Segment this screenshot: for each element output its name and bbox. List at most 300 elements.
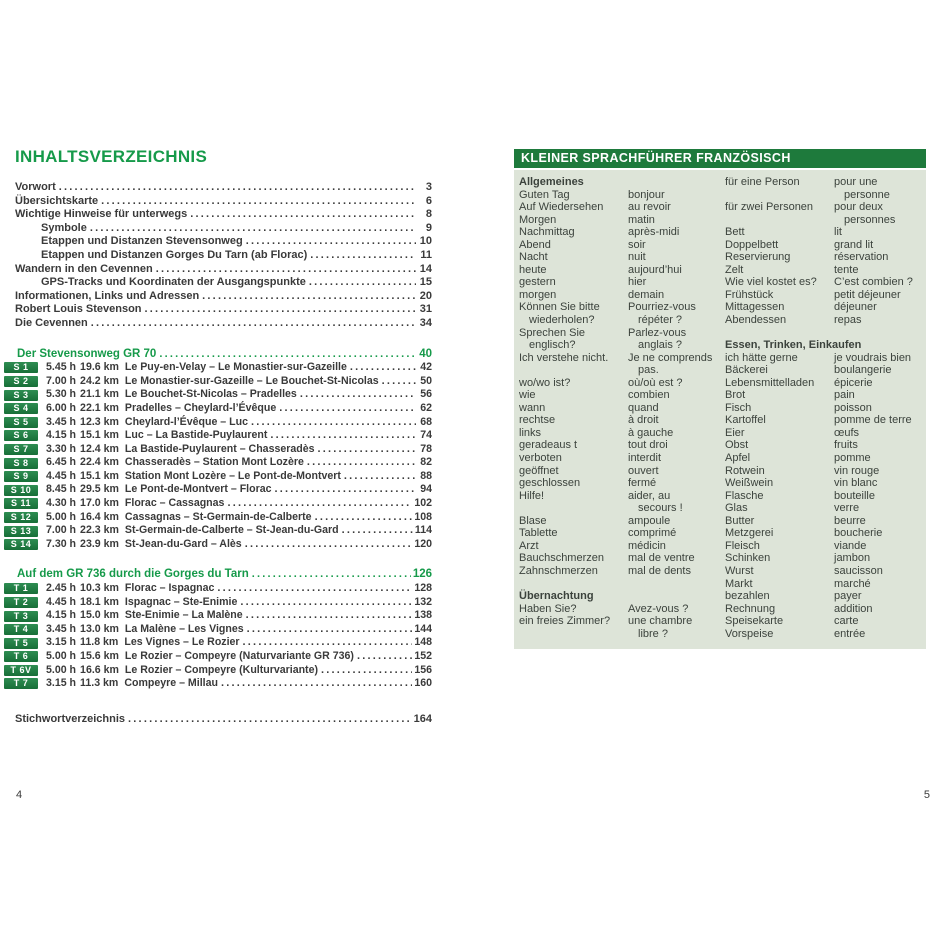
stage-badge: T 6 (4, 651, 38, 662)
vocab-row (725, 389, 920, 402)
vocab-german: wo/wo ist? (519, 376, 571, 389)
vocab-german: verboten (519, 452, 562, 465)
stage-time: 6.00 h (46, 401, 77, 414)
vocab-french: hier (628, 276, 647, 289)
vocab-german: Zahnschmerzen (519, 564, 598, 577)
stage-page: 138 (414, 609, 432, 622)
toc-entry-label: Robert Louis Stevenson (15, 303, 142, 316)
stage-distance: 11.3 km (80, 677, 119, 690)
toc-entry-page: 20 (419, 289, 432, 302)
leader-dots (300, 388, 416, 402)
stage-time: 4.15 h (46, 429, 77, 442)
vocab-row (725, 352, 920, 365)
stage-badge: T 2 (4, 597, 38, 608)
vocab-row (725, 615, 920, 628)
leader-dots (310, 249, 416, 263)
vocab-german: Lebensmittelladen (725, 376, 815, 389)
vocab-row (725, 427, 920, 440)
vocab-row (519, 527, 725, 540)
stage-page: 120 (414, 537, 432, 550)
vocab-german: wie (519, 389, 536, 402)
leader-dots (315, 511, 413, 525)
vocab-french: poisson (834, 401, 872, 414)
vocab-row (725, 276, 920, 289)
stage-badge: S 5 (4, 417, 38, 428)
vocab-row (519, 502, 725, 515)
stage-route: Station Mont Lozère – Le Pont-de-Montvert (124, 469, 341, 482)
vocab-french: aujourd’hui (628, 263, 682, 276)
stage-distance: 16.4 km (80, 510, 119, 523)
stage-route: Florac – Ispagnac (124, 582, 215, 595)
stage-page: 42 (420, 361, 432, 374)
leader-dots (274, 483, 416, 497)
stage-distance: 12.4 km (80, 442, 119, 455)
leader-dots (318, 443, 416, 457)
vocab-german: Hilfe! (519, 489, 545, 502)
leader-dots (307, 456, 416, 470)
vocab-german (519, 502, 628, 515)
stage-distance: 15.1 km (80, 469, 119, 482)
stage-row (4, 470, 432, 484)
stage-time: 8.45 h (46, 483, 77, 496)
vocab-french: tout droi (628, 439, 668, 452)
vocab-german: Haben Sie? (519, 602, 577, 615)
leader-dots (309, 276, 416, 290)
vocab-german: Bett (725, 226, 745, 239)
vocab-row (725, 189, 920, 202)
vocab-german: Speisekarte (725, 615, 784, 628)
vocab-german: Arzt (519, 539, 539, 552)
vocab-row (725, 314, 920, 327)
vocab-french: comprimé (628, 527, 677, 540)
vocab-german (725, 327, 834, 340)
vocab-german: Doppelbett (725, 238, 779, 251)
stage-route: Le Pont-de-Montvert – Florac (124, 483, 272, 496)
vocab-french: carte (834, 615, 859, 628)
vocab-german: Apfel (725, 452, 751, 465)
vocab-row (519, 427, 725, 440)
vocab-german: Auf Wiedersehen (519, 201, 604, 214)
toc-entry (4, 276, 432, 290)
stage-page: 82 (420, 456, 432, 469)
vocab-german: Rechnung (725, 602, 776, 615)
stage-time: 3.15 h (46, 636, 77, 649)
vocab-french: secours ! (638, 502, 683, 515)
stage-badge: S 9 (4, 471, 38, 482)
stage-route: Cassagnas – St-Germain-de-Calberte (124, 510, 312, 523)
vocab-german: rechtse (519, 414, 556, 427)
vocab-row (519, 352, 725, 365)
toc-entry-label: GPS-Tracks und Koordinaten der Ausgangspunkte (41, 276, 306, 289)
leader-dots (190, 208, 416, 222)
stage-page: 148 (414, 636, 432, 649)
stage-time: 5.45 h (46, 361, 77, 374)
vocab-german: Abendessen (725, 314, 787, 327)
vocab-row (725, 515, 920, 528)
leader-dots (246, 609, 413, 623)
vocab-french: Je ne comprends (628, 351, 713, 364)
vocab-german: links (519, 426, 542, 439)
stage-distance: 22.1 km (80, 401, 119, 414)
leader-dots (159, 348, 416, 362)
stage-row (4, 497, 432, 511)
leader-dots (321, 664, 412, 678)
stage-page: 108 (414, 510, 432, 523)
vocab-row (725, 628, 920, 641)
vocab-row (725, 339, 920, 352)
vocab-french: quand (628, 401, 659, 414)
leader-dots (101, 195, 416, 209)
stage-badge: S 12 (4, 512, 38, 523)
stage-row (4, 596, 432, 610)
stage-time: 3.15 h (46, 677, 77, 690)
vocab-german: wann (519, 401, 546, 414)
vocab-row (725, 201, 920, 214)
stage-row (4, 429, 432, 443)
right-page (514, 149, 926, 649)
stage-badge: T 3 (4, 611, 38, 622)
vocab-german: Bauchschmerzen (519, 552, 604, 565)
stage-route: Compeyre – Millau (124, 677, 218, 690)
stage-route: Ispagnac – Ste-Enimie (124, 595, 238, 608)
toc-entry-label: Informationen, Links und Adressen (15, 289, 200, 302)
section-heading-label: Der Stevensonweg GR 70 (17, 347, 157, 360)
vocab-german: Wie viel kostet es? (725, 276, 817, 289)
stage-badge: T 4 (4, 624, 38, 635)
vocab-french: médicin (628, 539, 666, 552)
stage-route: Pradelles – Cheylard-l’Évêque (124, 401, 277, 414)
vocab-row (519, 615, 725, 628)
stage-distance: 22.4 km (80, 456, 119, 469)
vocab-row (519, 289, 725, 302)
vocab-row (519, 364, 725, 377)
stage-page: 132 (414, 595, 432, 608)
stage-route: Le Rozier – Compeyre (Kulturvariante) (124, 663, 319, 676)
vocab-row (519, 239, 725, 252)
vocab-row (519, 628, 725, 641)
index-entry-page: 164 (413, 712, 432, 725)
left-page (4, 147, 432, 726)
vocab-german (519, 364, 628, 377)
stage-page: 156 (414, 663, 432, 676)
vocab-row (725, 214, 920, 227)
vocab-german: Kartoffel (725, 414, 766, 427)
vocab-row (519, 603, 725, 616)
stage-distance: 29.5 km (80, 483, 119, 496)
toc-entry-page: 10 (419, 235, 432, 248)
stage-page: 144 (414, 622, 432, 635)
vocab-french: pas. (638, 364, 659, 377)
vocab-french: ouvert (628, 464, 659, 477)
phrasebook-column-right (725, 176, 920, 640)
vocab-german: wiederholen? (529, 314, 595, 327)
vocab-row (519, 465, 725, 478)
vocab-row (725, 490, 920, 503)
vocab-german: Reservierung (725, 251, 791, 264)
stage-distance: 21.1 km (80, 388, 119, 401)
stage-badge: S 1 (4, 362, 38, 373)
vocab-french: personnes (844, 213, 896, 226)
stage-distance: 15.6 km (80, 650, 119, 662)
stage-time: 3.45 h (46, 622, 77, 635)
section-heading (4, 348, 432, 362)
vocab-german: Obst (725, 439, 749, 452)
stage-page: 56 (420, 388, 432, 401)
vocab-german: Weißwein (725, 477, 774, 490)
toc-entry-label: Symbole (41, 221, 87, 234)
toc-entry-label: Vorwort (15, 181, 56, 193)
vocab-french: viande (834, 539, 867, 552)
stage-route: La Bastide-Puylaurent – Chasseradès (124, 442, 315, 455)
toc-entry-page: 8 (425, 208, 432, 221)
vocab-german: Glas (725, 502, 748, 515)
leader-dots (350, 361, 416, 375)
toc-sections (4, 348, 432, 691)
toc-entry-label: Etappen und Distanzen Stevensonweg (41, 235, 243, 248)
stage-badge: S 11 (4, 498, 38, 509)
vocab-french: pomme de terre (834, 414, 912, 427)
leader-dots (128, 713, 412, 727)
vocab-german: Mittagessen (725, 301, 785, 314)
vocab-french: Pourriez-vous (628, 301, 696, 314)
vocab-french: pour une (834, 176, 878, 188)
vocab-french: grand lit (834, 238, 874, 251)
toc-entry (4, 290, 432, 304)
vocab-french: entrée (834, 627, 866, 640)
vocab-french: interdit (628, 452, 662, 465)
vocab-french: payer (834, 590, 862, 603)
vocab-french: réservation (834, 251, 889, 264)
stage-route: Luc – La Bastide-Puylaurent (124, 429, 268, 442)
vocab-french: tente (834, 263, 859, 276)
stage-row (4, 582, 432, 596)
stage-row (4, 524, 432, 538)
vocab-german: geschlossen (519, 477, 581, 490)
vocab-french: anglais ? (638, 339, 683, 352)
stage-row (4, 483, 432, 497)
vocab-german: Übernachtung (519, 590, 594, 603)
vocab-row (519, 377, 725, 390)
vocab-french: mal de ventre (628, 552, 695, 565)
stage-badge: T 7 (4, 678, 38, 689)
vocab-french (594, 590, 725, 603)
vocab-french (861, 339, 920, 352)
leader-dots (342, 524, 413, 538)
vocab-row (519, 477, 725, 490)
vocab-french: nuit (628, 251, 646, 264)
vocab-french: fermé (628, 477, 657, 490)
vocab-row (725, 176, 920, 189)
vocab-french: vin rouge (834, 464, 880, 477)
vocab-german: Bäckerei (725, 364, 768, 377)
vocab-row (519, 339, 725, 352)
vocab-german: heute (519, 263, 547, 276)
leader-dots (247, 623, 413, 637)
vocab-row (725, 377, 920, 390)
stage-row (4, 650, 432, 664)
stage-time: 5.30 h (46, 388, 77, 401)
vocab-row (725, 414, 920, 427)
stage-badge: S 14 (4, 539, 38, 550)
leader-dots (145, 303, 416, 317)
vocab-german: Können Sie bitte (519, 301, 600, 314)
vocab-row (725, 603, 920, 616)
vocab-german: Sprechen Sie (519, 326, 586, 339)
toc-entry-label: Die Cevennen (15, 316, 88, 329)
vocab-row (519, 540, 725, 553)
vocab-german: Abend (519, 238, 551, 251)
vocab-french: œufs (834, 426, 860, 439)
stage-row (4, 402, 432, 416)
vocab-french: répéter ? (638, 314, 683, 327)
toc-entry-label: Wichtige Hinweise für unterwegs (15, 208, 188, 221)
vocab-german: Morgen (519, 213, 557, 226)
leader-dots (217, 582, 412, 596)
vocab-french: jambon (834, 552, 871, 565)
stage-route: Le Rozier – Compeyre (Naturvariante GR 736) (124, 650, 354, 662)
stage-row (4, 361, 432, 375)
toc-entry-page: 31 (419, 303, 432, 316)
vocab-row (725, 578, 920, 591)
vocab-row (725, 527, 920, 540)
vocab-french: fruits (834, 439, 858, 452)
toc-entry (4, 263, 432, 277)
stage-page: 74 (420, 429, 432, 442)
toc-entry-page: 11 (420, 248, 432, 261)
toc-entry-page: 6 (425, 194, 432, 207)
stage-route: Chasseradès – Station Mont Lozère (124, 456, 304, 469)
toc-entry (4, 195, 432, 209)
leader-dots (240, 596, 412, 610)
phrasebook-header: KLEINER SPRACHFÜHRER FRANZÖSISCH (514, 149, 926, 168)
stage-distance: 15.1 km (80, 429, 119, 442)
vocab-german (725, 189, 834, 202)
toc-entry (4, 317, 432, 331)
vocab-row (725, 540, 920, 553)
vocab-french: addition (834, 602, 873, 615)
vocab-french (628, 578, 725, 591)
vocab-row (519, 189, 725, 202)
vocab-row (519, 402, 725, 415)
vocab-row (519, 490, 725, 503)
stage-page: 152 (414, 650, 432, 662)
vocab-german: Markt (725, 577, 753, 590)
leader-dots (90, 222, 416, 236)
vocab-row (519, 452, 725, 465)
phrasebook-column-left (519, 176, 725, 640)
vocab-row (519, 301, 725, 314)
toc-entry-page: 34 (419, 316, 432, 329)
vocab-row (725, 289, 920, 302)
stage-badge: T 1 (4, 583, 38, 594)
leader-dots (202, 290, 416, 304)
vocab-row (519, 201, 725, 214)
stage-time: 3.30 h (46, 442, 77, 455)
vocab-french: beurre (834, 514, 866, 527)
vocab-french: marché (834, 577, 871, 590)
vocab-row (519, 327, 725, 340)
index-entry (4, 713, 432, 727)
stage-route: Le Monastier-sur-Gazeille – Le Bouchet-St-Nicolas (124, 374, 379, 387)
page-number-right: 5 (923, 789, 930, 801)
vocab-french: épicerie (834, 376, 873, 389)
vocab-row (519, 226, 725, 239)
stage-time: 4.30 h (46, 497, 77, 510)
vocab-french: après-midi (628, 226, 680, 239)
vocab-german: Wurst (725, 564, 754, 577)
vocab-french: lit (834, 226, 842, 239)
leader-dots (156, 263, 416, 277)
stage-distance: 11.8 km (80, 636, 119, 649)
stage-distance: 13.0 km (80, 622, 119, 635)
stage-time: 4.45 h (46, 469, 77, 482)
stage-time: 5.00 h (46, 663, 77, 676)
vocab-french: soir (628, 238, 646, 251)
page-title: INHALTSVERZEICHNIS (15, 147, 208, 166)
stage-row (4, 443, 432, 457)
vocab-row (725, 465, 920, 478)
vocab-row (519, 214, 725, 227)
stage-row (4, 375, 432, 389)
vocab-german (519, 628, 628, 641)
vocab-row (519, 251, 725, 264)
vocab-german: Butter (725, 514, 755, 527)
section-heading-label: Auf dem GR 736 durch die Gorges du Tarn (17, 568, 249, 581)
stage-badge: T 5 (4, 638, 38, 649)
vocab-french: boulangerie (834, 364, 892, 377)
leader-dots (221, 677, 412, 691)
stage-page: 94 (420, 483, 432, 496)
stage-row (4, 623, 432, 637)
stage-row (4, 677, 432, 691)
stage-badge: S 4 (4, 403, 38, 414)
vocab-row (725, 226, 920, 239)
vocab-row (519, 264, 725, 277)
index-entry-label: Stichwortverzeichnis (15, 712, 126, 725)
vocab-german: geradeaus t (519, 439, 578, 452)
vocab-french: bouteille (834, 489, 875, 502)
leader-dots (251, 416, 416, 430)
stage-time: 5.00 h (46, 510, 77, 523)
leader-dots (245, 538, 413, 552)
stage-distance: 18.1 km (80, 595, 119, 608)
stage-badge: S 2 (4, 376, 38, 387)
vocab-french: Avez-vous ? (628, 602, 689, 615)
vocab-french: demain (628, 288, 665, 301)
vocab-french: aider, au (628, 489, 671, 502)
vocab-row (725, 364, 920, 377)
vocab-german: Eier (725, 426, 745, 439)
leader-dots (243, 636, 413, 650)
leader-dots (252, 568, 411, 582)
section-heading (4, 568, 432, 582)
vocab-french: vin blanc (834, 477, 878, 490)
stage-time: 7.00 h (46, 374, 77, 387)
stage-badge: S 13 (4, 526, 38, 537)
leader-dots (227, 497, 412, 511)
vocab-german: für zwei Personen (725, 201, 814, 214)
stage-time: 2.45 h (46, 582, 77, 595)
stage-route: Le Bouchet-St-Nicolas – Pradelles (124, 388, 297, 401)
stage-distance: 10.3 km (80, 582, 119, 595)
stage-route: La Malène – Les Vignes (124, 622, 244, 635)
vocab-german: Ich verstehe nicht. (519, 351, 609, 364)
stage-badge: S 7 (4, 444, 38, 455)
toc-entry (4, 303, 432, 317)
vocab-row (725, 552, 920, 565)
leader-dots (344, 470, 416, 484)
toc-entry-page: 9 (425, 221, 432, 234)
